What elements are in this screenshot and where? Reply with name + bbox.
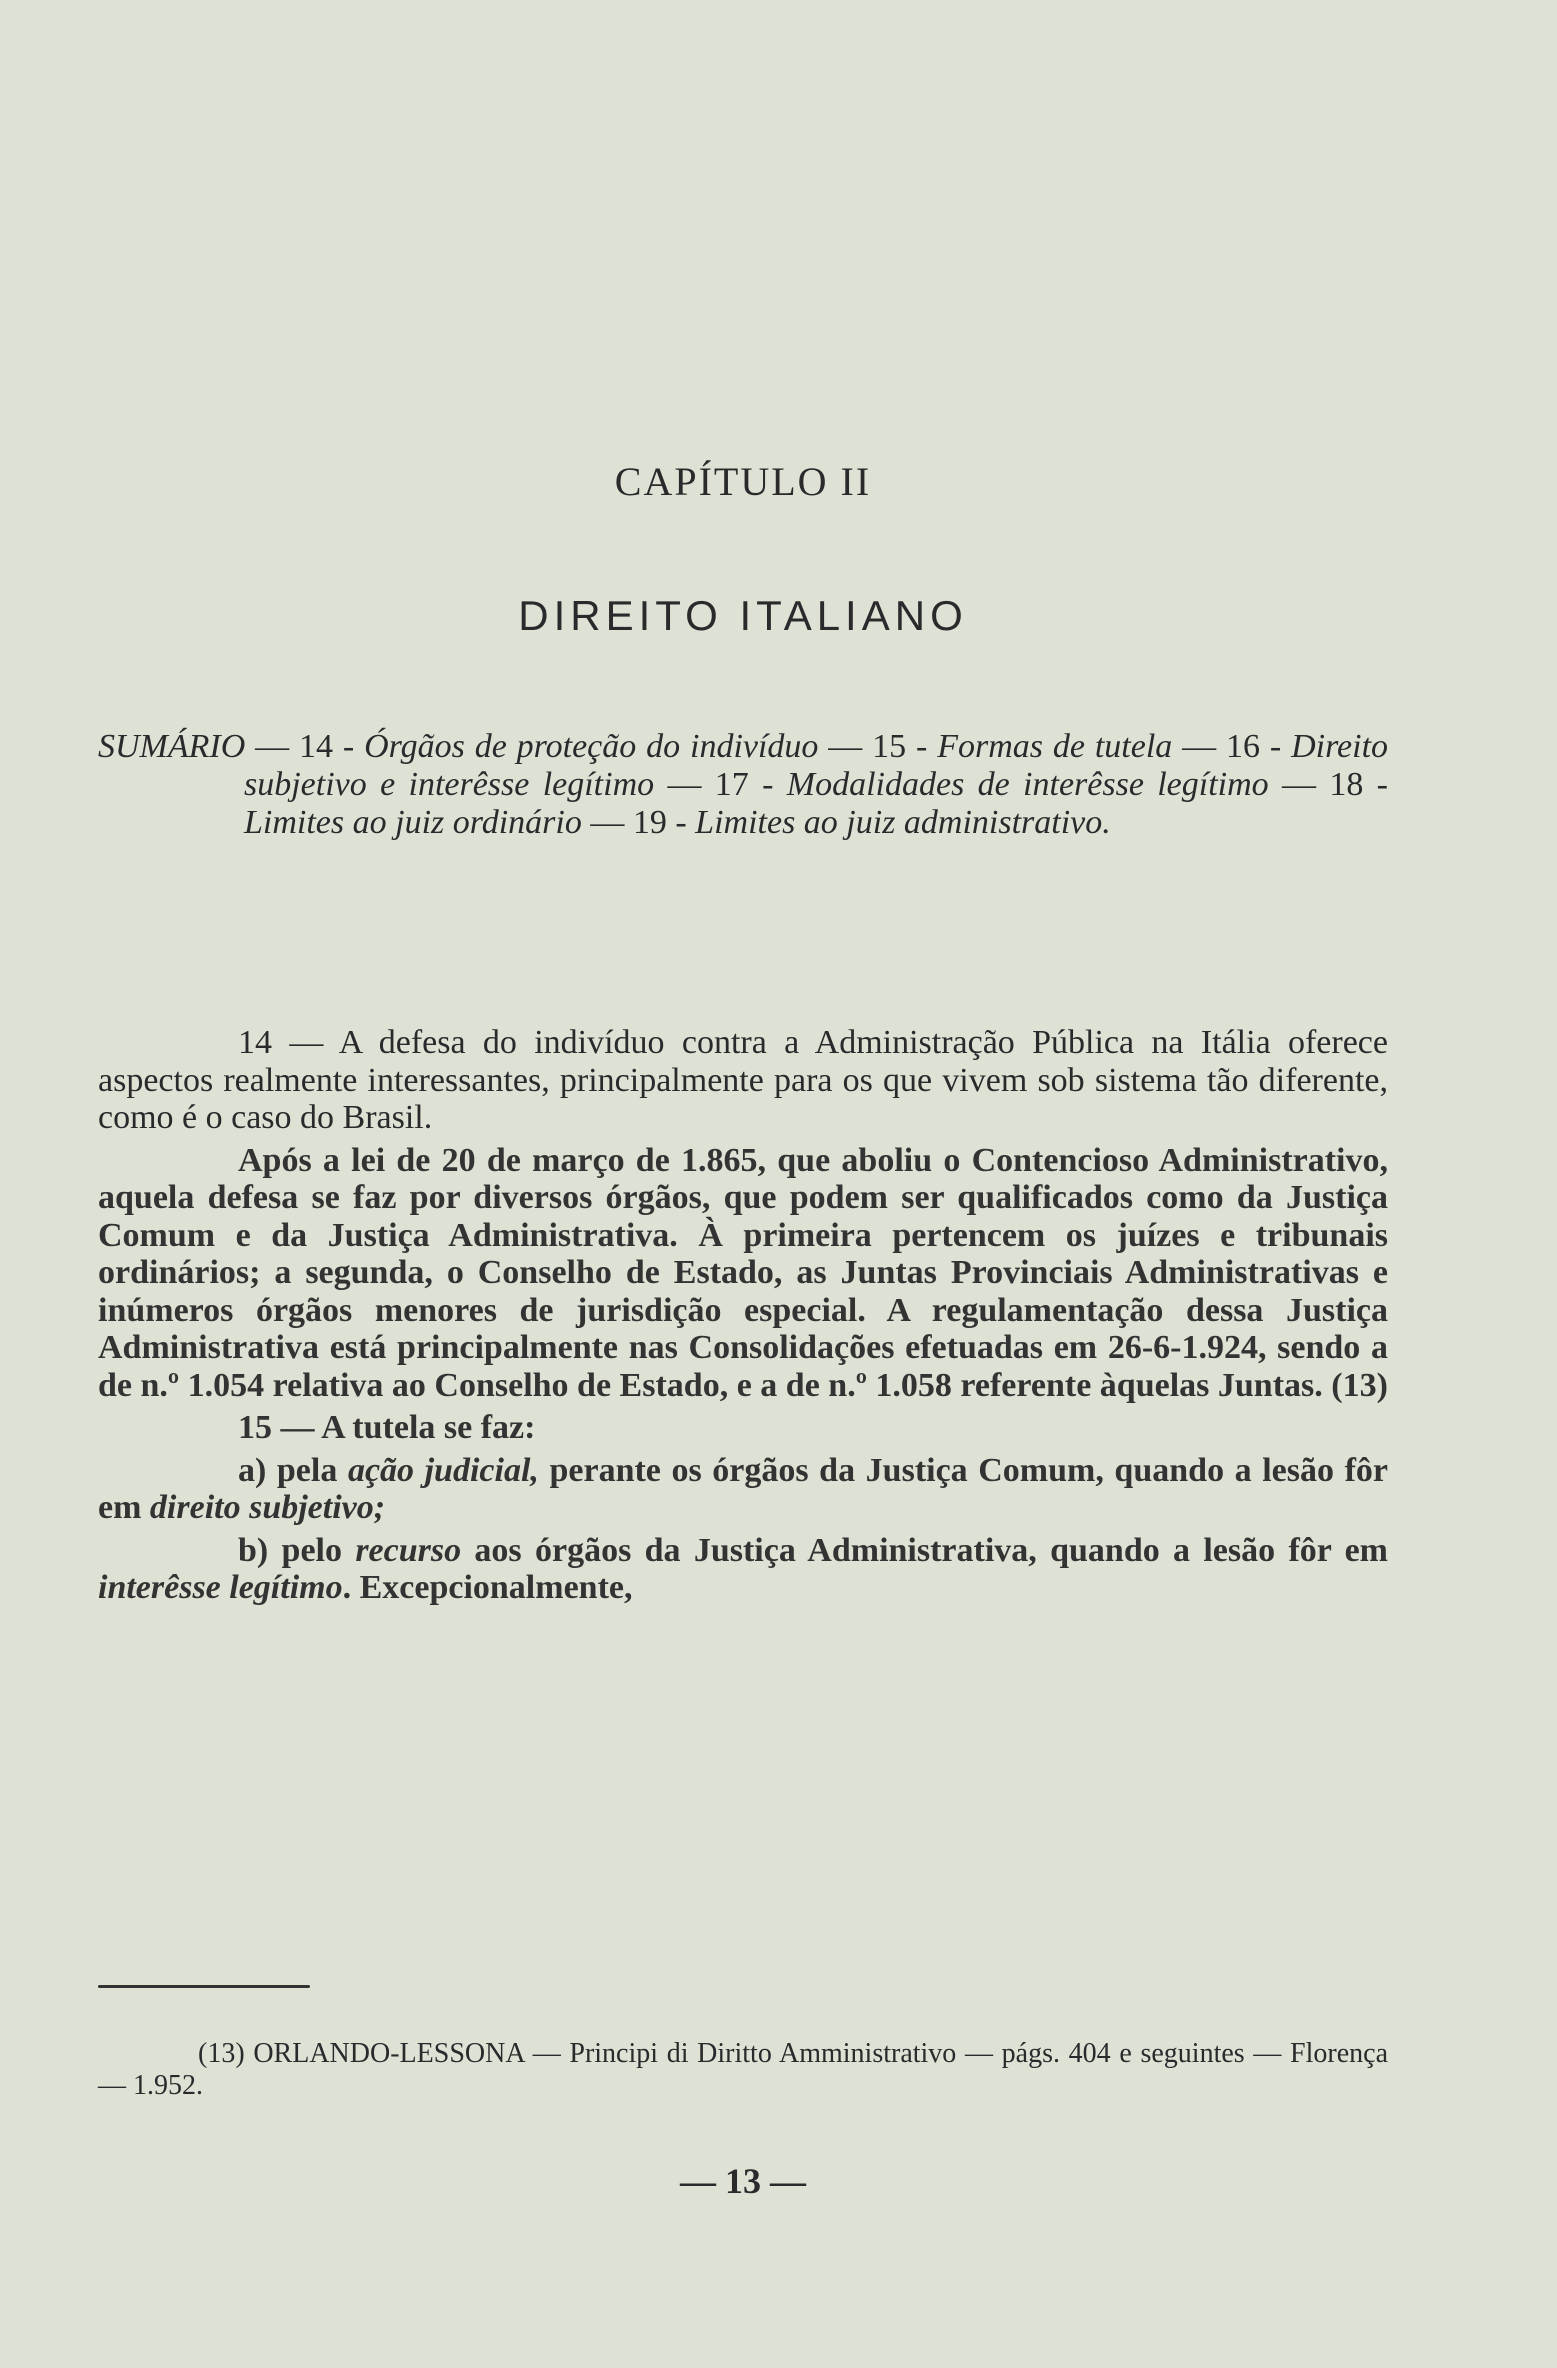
body-text <box>98 1024 1388 1612</box>
text-segment: — 17 - <box>654 766 787 803</box>
italic-text: Formas de tutela <box>937 728 1173 765</box>
summary <box>98 728 1388 842</box>
paragraph <box>98 1409 1388 1447</box>
footnote-divider <box>98 1985 310 1988</box>
paragraph <box>98 1532 1388 1607</box>
italic-text: Órgãos de proteção do indivíduo <box>364 728 819 765</box>
text-segment: 15 — A tutela se faz: <box>238 1409 536 1446</box>
text-segment: — 19 - <box>581 804 696 841</box>
text-segment: . Excepcionalmente, <box>342 1569 633 1606</box>
paragraph <box>98 1142 1388 1405</box>
text-segment: perante os órgãos da Justiça Comum, quando a lesão fôr em <box>98 1451 1388 1526</box>
italic-text: interêsse legítimo <box>98 1569 343 1606</box>
italic-text: Modalidades de interêsse legítimo <box>786 766 1269 803</box>
text-segment: aos órgãos da Justiça Administrativa, quando a lesão fôr em <box>461 1531 1388 1569</box>
footnotes <box>98 2038 1388 2102</box>
text-segment: — 15 - <box>818 728 938 765</box>
paragraph <box>98 1452 1388 1527</box>
italic-text: Limites ao juiz administrativo. <box>695 804 1111 841</box>
italic-text: ação judicial, <box>347 1451 539 1489</box>
text-segment: — 18 - <box>1268 766 1388 803</box>
italic-text: Limites ao juiz ordinário <box>244 804 582 841</box>
text-segment: Após a lei de 20 de março de 1.865, que aboliu o Contencioso Administrativo, aquela defesa se faz por diversos órgãos, que podem ser qualificados como da Justiça Comum e da Justiça Administrativa. À primeira pertencem os juízes e tribunais ordinários; a segunda, o Conselho de Estado, as Juntas Provinciais Administrativas e inúmeros órgãos menores de jurisdição especial. A regulamentação dessa Justiça Administrativa está principalmente nas Consolidações efetuadas em 26-6-1.924, sendo a de n.º 1.054 relativa ao Conselho de Estado, e a de n.º 1.058 referente àquelas Juntas. (13) <box>98 1141 1388 1404</box>
chapter-heading: CAPÍTULO II <box>614 459 872 504</box>
chapter-title: DIREITO ITALIANO <box>518 592 968 639</box>
text-segment: — 14 - <box>245 728 365 765</box>
paragraph <box>98 1024 1388 1137</box>
italic-text: recurso <box>355 1531 462 1569</box>
text-segment: b) pelo <box>238 1531 356 1569</box>
summary-text <box>98 728 1388 842</box>
text-segment: 14 — A defesa do indivíduo contra a Administração Pública na Itália oferece aspectos realmente interessantes, principalmente para os que vivem sob sistema tão diferente, como é o caso do Brasil. <box>98 1024 1388 1136</box>
footnote-13: (13) ORLANDO-LESSONA — Principi di Diritto Amministrativo — págs. 404 e seguintes — Florença — 1.952. <box>98 2038 1388 2101</box>
text-segment: — 16 - <box>1172 728 1292 765</box>
italic-text: SUMÁRIO <box>98 728 246 765</box>
italic-text: Direito subjetivo e interêsse legítimo <box>244 728 1389 803</box>
italic-text: direito subjetivo; <box>149 1489 386 1526</box>
text-segment: a) pela <box>238 1451 348 1489</box>
page-number: — 13 — <box>680 2161 806 2201</box>
